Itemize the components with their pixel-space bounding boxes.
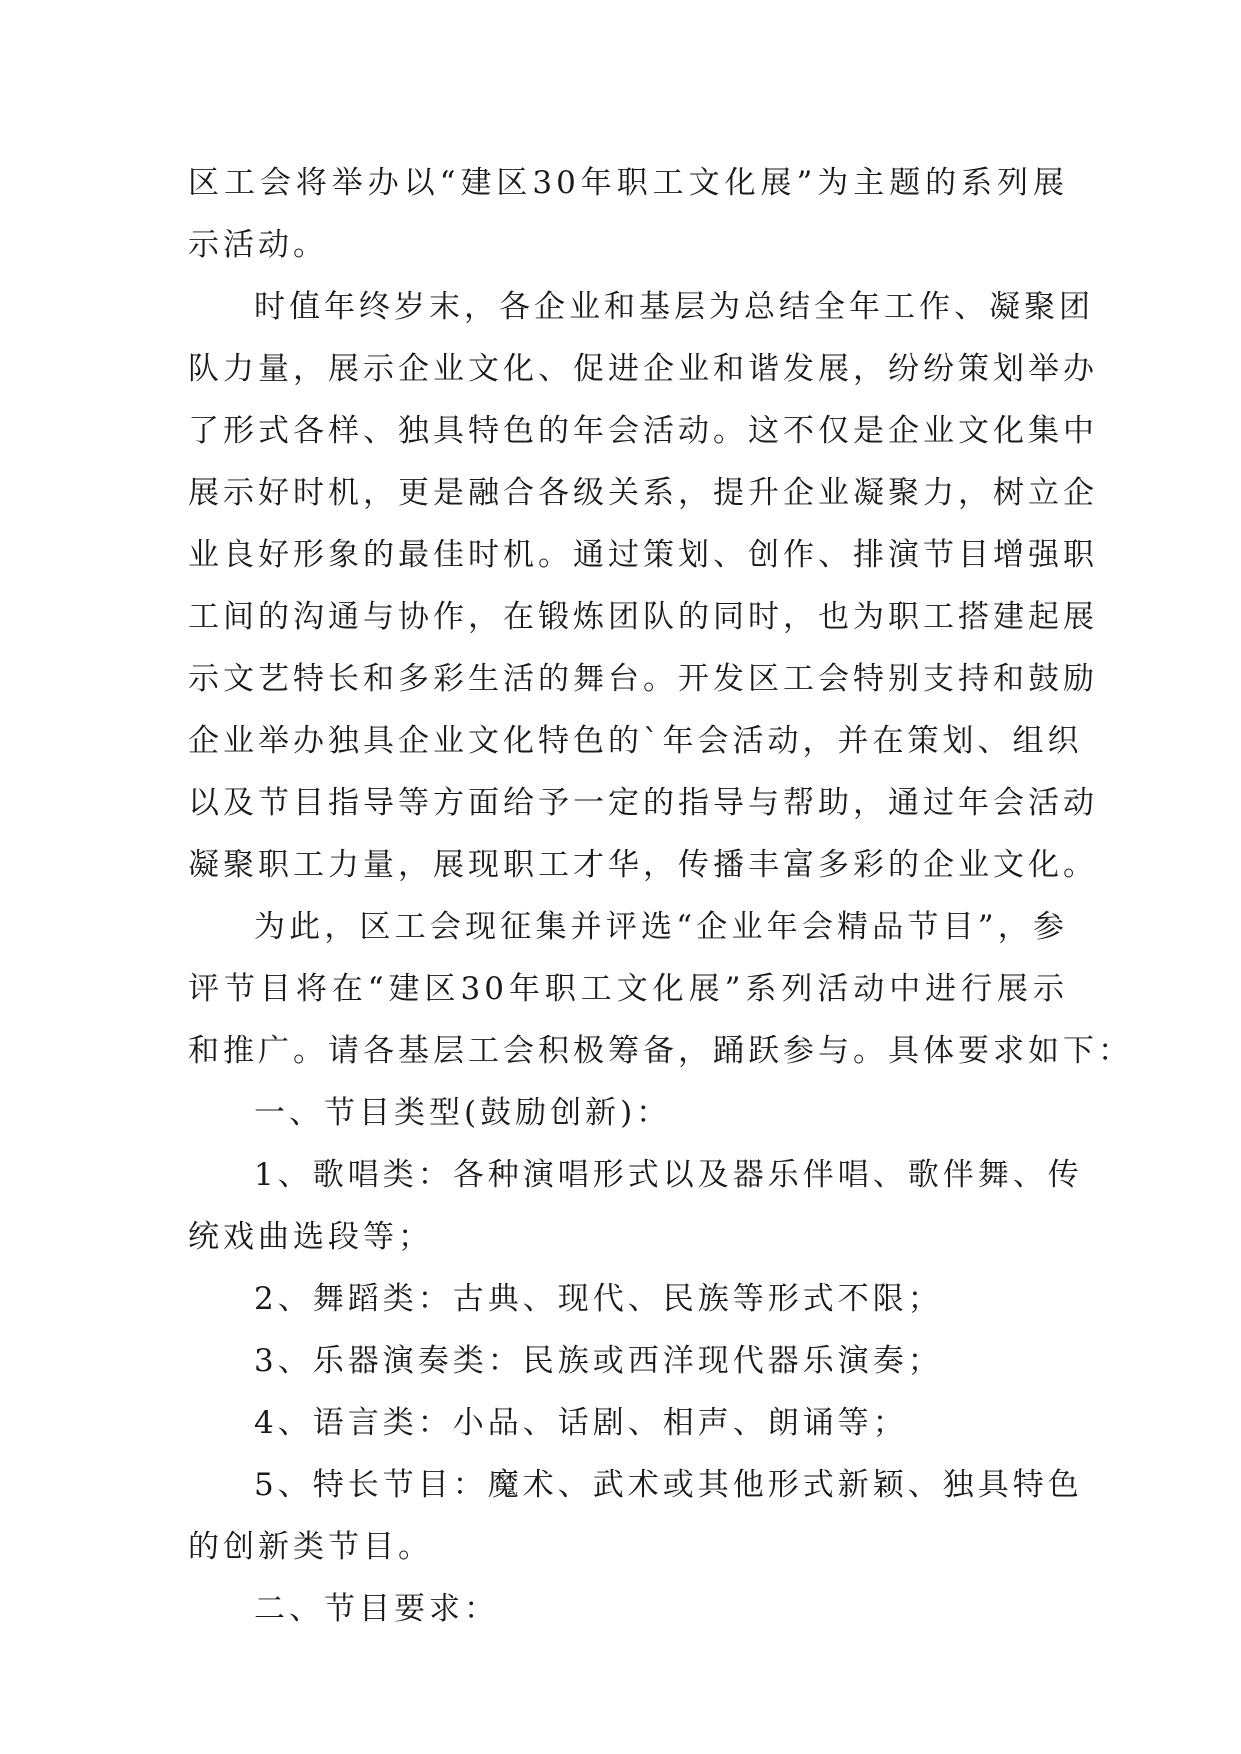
paragraph-first-line: 时值年终岁末，各企业和基层为总结全年工作、凝聚团 bbox=[254, 289, 1094, 325]
text-line: 队力量，展示企业文化、促进企业和谐发展，纷纷策划举办 bbox=[188, 351, 1098, 387]
list-item: 4、语言类：小品、话剧、相声、朗诵等； bbox=[254, 1405, 908, 1441]
text-line: 展示好时机，更是融合各级关系，提升企业凝聚力，树立企 bbox=[188, 475, 1098, 511]
text-line: 区工会将举办以“建区30年职工文化展”为主题的系列展 bbox=[188, 165, 1068, 201]
text-line: 示文艺特长和多彩生活的舞台。开发区工会特别支持和鼓励 bbox=[188, 661, 1098, 697]
section-heading: 一、节目类型(鼓励创新)： bbox=[254, 1095, 672, 1131]
text-line: 和推广。请各基层工会积极筹备，踊跃参与。具体要求如下： bbox=[188, 1033, 1133, 1069]
text-line: 业良好形象的最佳时机。通过策划、创作、排演节目增强职 bbox=[188, 537, 1098, 573]
text-line: 统戏曲选段等； bbox=[188, 1219, 433, 1255]
list-item: 5、特长节目：魔术、武术或其他形式新颖、独具特色 bbox=[254, 1467, 1083, 1503]
paragraph-first-line: 为此，区工会现征集并评选“企业年会精品节目”，参 bbox=[254, 909, 1068, 945]
list-item: 2、舞蹈类：古典、现代、民族等形式不限； bbox=[254, 1281, 943, 1317]
text-line: 凝聚职工力量，展现职工才华，传播丰富多彩的企业文化。 bbox=[188, 847, 1098, 883]
document-body bbox=[188, 152, 1133, 1640]
list-item: 1、歌唱类：各种演唱形式以及器乐伴唱、歌伴舞、传 bbox=[254, 1157, 1083, 1193]
list-item: 3、乐器演奏类：民族或西洋现代器乐演奏； bbox=[254, 1343, 943, 1379]
text-line: 了形式各样、独具特色的年会活动。这不仅是企业文化集中 bbox=[188, 413, 1098, 449]
text-line: 评节目将在“建区30年职工文化展”系列活动中进行展示 bbox=[188, 971, 1068, 1007]
section-heading: 二、节目要求： bbox=[254, 1591, 499, 1627]
text-line: 企业举办独具企业文化特色的`年会活动，并在策划、组织 bbox=[188, 723, 1083, 759]
text-line: 工间的沟通与协作，在锻炼团队的同时，也为职工搭建起展 bbox=[188, 599, 1098, 635]
text-line: 以及节目指导等方面给予一定的指导与帮助，通过年会活动 bbox=[188, 785, 1098, 821]
text-line: 的创新类节目。 bbox=[188, 1529, 433, 1565]
text-line: 示活动。 bbox=[188, 227, 328, 263]
